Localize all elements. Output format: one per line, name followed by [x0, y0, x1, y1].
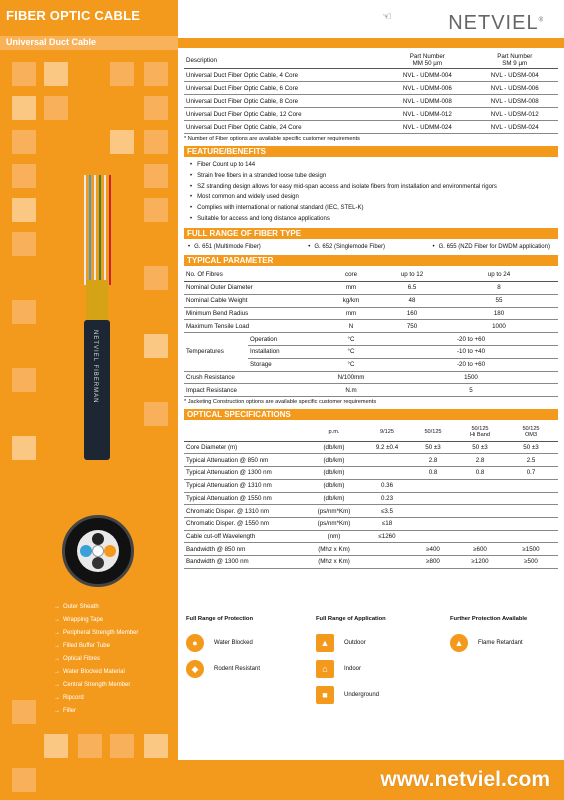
table-row: Chromatic Disper. @ 1550 nm (ps/nm*Km) ≤18: [184, 517, 558, 530]
table-row: Universal Duct Fiber Optic Cable, 8 Core NVL - UDMM-008 NVL - UDSM-008: [184, 95, 558, 108]
list-item: • SZ stranding design allows for easy mid-span access and isolate fibers from installation and environmental rigors: [190, 182, 558, 193]
decor-square: [44, 734, 68, 758]
table-row: Nominal Outer Diameter mm 6.5 8: [184, 282, 558, 295]
table-row: Bandwidth @ 850 nm (Mhz x Km) ≥400 ≥600 ≥1500: [184, 543, 558, 556]
protection-item: ● Water Blocked: [186, 630, 260, 656]
table-row: Universal Duct Fiber Optic Cable, 24 Core NVL - UDMM-024 NVL - UDSM-024: [184, 121, 558, 134]
table-row: Impact Resistance N.m 5: [184, 384, 558, 397]
table-row: Bandwidth @ 1300 nm (Mhz x Km) ≥800 ≥1200 ≥500: [184, 555, 558, 568]
decor-square: [144, 96, 168, 120]
cable-yarn-layer: [86, 280, 108, 324]
buffer-tube: [80, 545, 92, 557]
brand-logo: NETVIEL®: [448, 12, 544, 34]
legend-item: → Outer Sheath: [54, 604, 99, 610]
table-row: Minimum Bend Radius mm 160 180: [184, 307, 558, 320]
legend-item: → Wrapping Tape: [54, 617, 103, 623]
table-row: Core Diameter (m) (db/km) 9.2 ±0.4 50 ±3 50 ±3 50 ±3: [184, 441, 558, 454]
typical-parameter-table: [184, 269, 558, 397]
list-item: • G. 651 (Multimode Fiber): [188, 244, 261, 250]
cable-print-text: NETVIEL FIBERMAN: [92, 330, 98, 404]
protection-item: ◆ Rodent Resistant: [186, 656, 260, 682]
list-item: • Fiber Count up to 144: [190, 160, 558, 171]
decor-square: [144, 164, 168, 188]
decor-square: [144, 734, 168, 758]
decor-square: [110, 130, 134, 154]
table-row: Typical Attenuation @ 850 nm (db/km) 2.8 2.8 2.5: [184, 454, 558, 467]
part-number-table: [184, 52, 558, 134]
application-item: ■ Underground: [316, 682, 386, 708]
decor-square: [12, 96, 36, 120]
legend-item: → Filler: [54, 708, 76, 714]
decor-square: [110, 62, 134, 86]
application-heading: Full Range of Application: [316, 616, 386, 622]
outdoor-icon: ▲: [316, 634, 334, 652]
table-row: Temperatures Operation °C -20 to +60: [184, 333, 558, 346]
flame-icon: ▲: [450, 634, 468, 652]
legend-item: → Central Strength Member: [54, 682, 130, 688]
indoor-icon: ⌂: [316, 660, 334, 678]
decor-square: [44, 62, 68, 86]
decor-square: [144, 334, 168, 358]
further-protection-heading: Further Protection Available: [450, 616, 528, 622]
table-row: No. Of Fibres core up to 12 up to 24: [184, 269, 558, 282]
optical-spec-table: [184, 423, 558, 568]
table-row: p.m. 9/125 50/125 50/125 Hi Band 50/125 OM3: [184, 423, 558, 441]
right-panel: [178, 0, 564, 800]
table-row: Typical Attenuation @ 1550 nm (db/km) 0.23: [184, 492, 558, 505]
page-title: FIBER OPTIC CABLE: [6, 8, 141, 23]
decor-square: [144, 402, 168, 426]
decor-square: [12, 368, 36, 392]
fiber-type-list: [184, 242, 558, 252]
decor-square: [144, 62, 168, 86]
table-row: Universal Duct Fiber Optic Cable, 4 Core NVL - UDMM-004 NVL - UDSM-004: [184, 69, 558, 82]
col-header: Part Number MM 50 µm: [383, 52, 471, 69]
decor-square: [12, 232, 36, 256]
list-item: • Complies with international or national standard (IEC, STEL-K): [190, 203, 558, 214]
water-drop-icon: ●: [186, 634, 204, 652]
decor-square: [12, 300, 36, 324]
section-optical-specs: OPTICAL SPECIFICATIONS: [184, 409, 558, 420]
table-row: Cable cut-off Wavelength (nm) ≤1260: [184, 530, 558, 543]
orange-band: [178, 38, 564, 48]
table-row: Installation °C -10 to +40: [184, 346, 558, 359]
application-item: ▲ Outdoor: [316, 630, 386, 656]
legend-item: → Water Blocked Material: [54, 669, 125, 675]
underground-icon: ■: [316, 686, 334, 704]
section-typical-parameter: TYPICAL PARAMETER: [184, 255, 558, 266]
central-strength-member: [92, 545, 104, 557]
decor-square: [12, 62, 36, 86]
table-note: * Number of Fiber options are available specific customer requirements: [184, 136, 360, 142]
table-row: Universal Duct Fiber Optic Cable, 12 Core NVL - UDMM-012 NVL - UDSM-012: [184, 108, 558, 121]
buffer-tube: [92, 533, 104, 545]
list-item: • Suitable for access and long distance applications: [190, 214, 558, 225]
decor-square: [44, 96, 68, 120]
decor-square: [12, 130, 36, 154]
section-features: FEATURE/BENEFITS: [184, 146, 558, 157]
protection-column: [186, 616, 260, 682]
table-row: Nominal Cable Weight kg/km 48 55: [184, 294, 558, 307]
protection-section: [184, 616, 558, 726]
table-note: * Jacketing Construction options are available specific customer requirements: [184, 399, 377, 406]
table-row: Maximum Tensile Load N 750 1000: [184, 320, 558, 333]
protection-heading: Full Range of Protection: [186, 616, 253, 622]
exposed-fibers-image: [80, 175, 116, 285]
table-row: Chromatic Disper. @ 1310 nm (ps/nm*Km) ≤3.5: [184, 505, 558, 518]
website-url[interactable]: www.netviel.com: [380, 768, 550, 791]
table-row: Typical Attenuation @ 1300 nm (db/km) 0.8 0.8 0.7: [184, 467, 558, 480]
table-row: Universal Duct Fiber Optic Cable, 6 Core NVL - UDMM-006 NVL - UDSM-006: [184, 82, 558, 95]
table-row: Crush Resistance N/100mm 1500: [184, 371, 558, 384]
decor-square: [144, 266, 168, 290]
further-protection-column: [450, 616, 527, 656]
decor-square: [12, 700, 36, 724]
legend-item: → Peripheral Strength Member: [54, 630, 138, 636]
list-item: • G. 652 (Singlemode Fiber): [308, 244, 385, 250]
list-item: • G. 655 (NZD Fiber for DWDM application): [433, 244, 550, 250]
content: [184, 52, 558, 569]
rodent-icon: ◆: [186, 660, 204, 678]
decor-square: [12, 198, 36, 222]
page-subtitle: Universal Duct Cable: [6, 37, 97, 47]
application-item: ⌂ Indoor: [316, 656, 386, 682]
table-row: Typical Attenuation @ 1310 nm (db/km) 0.36: [184, 479, 558, 492]
left-panel: [0, 0, 178, 800]
buffer-tube: [92, 557, 104, 569]
feature-list: [184, 160, 558, 225]
legend-item: → Ripcord: [54, 695, 84, 701]
table-row: Storage °C -20 to +60: [184, 358, 558, 371]
decor-square: [144, 130, 168, 154]
col-header: Description: [184, 52, 383, 69]
col-header: Part Number SM 9 µm: [471, 52, 558, 69]
cross-section-inner: [77, 530, 119, 572]
section-fiber-range: FULL RANGE OF FIBER TYPE: [184, 228, 558, 239]
legend-item: → Optical Fibres: [54, 656, 100, 662]
decor-square: [12, 164, 36, 188]
decor-square: [110, 734, 134, 758]
decor-square: [144, 198, 168, 222]
list-item: • Strain free fibers in a stranded loose tube design: [190, 171, 558, 182]
application-column: [316, 616, 386, 708]
further-protection-item: ▲ Flame Retardant: [450, 630, 527, 656]
buffer-tube: [104, 545, 116, 557]
decor-square: [12, 436, 36, 460]
cable-cross-section: [62, 515, 134, 587]
decor-square: [12, 768, 36, 792]
legend-item: → Filled Buffer Tube: [54, 643, 110, 649]
hand-cursor-icon: ☜: [382, 11, 392, 23]
list-item: • Most common and widely used design: [190, 192, 558, 203]
decor-square: [78, 734, 102, 758]
